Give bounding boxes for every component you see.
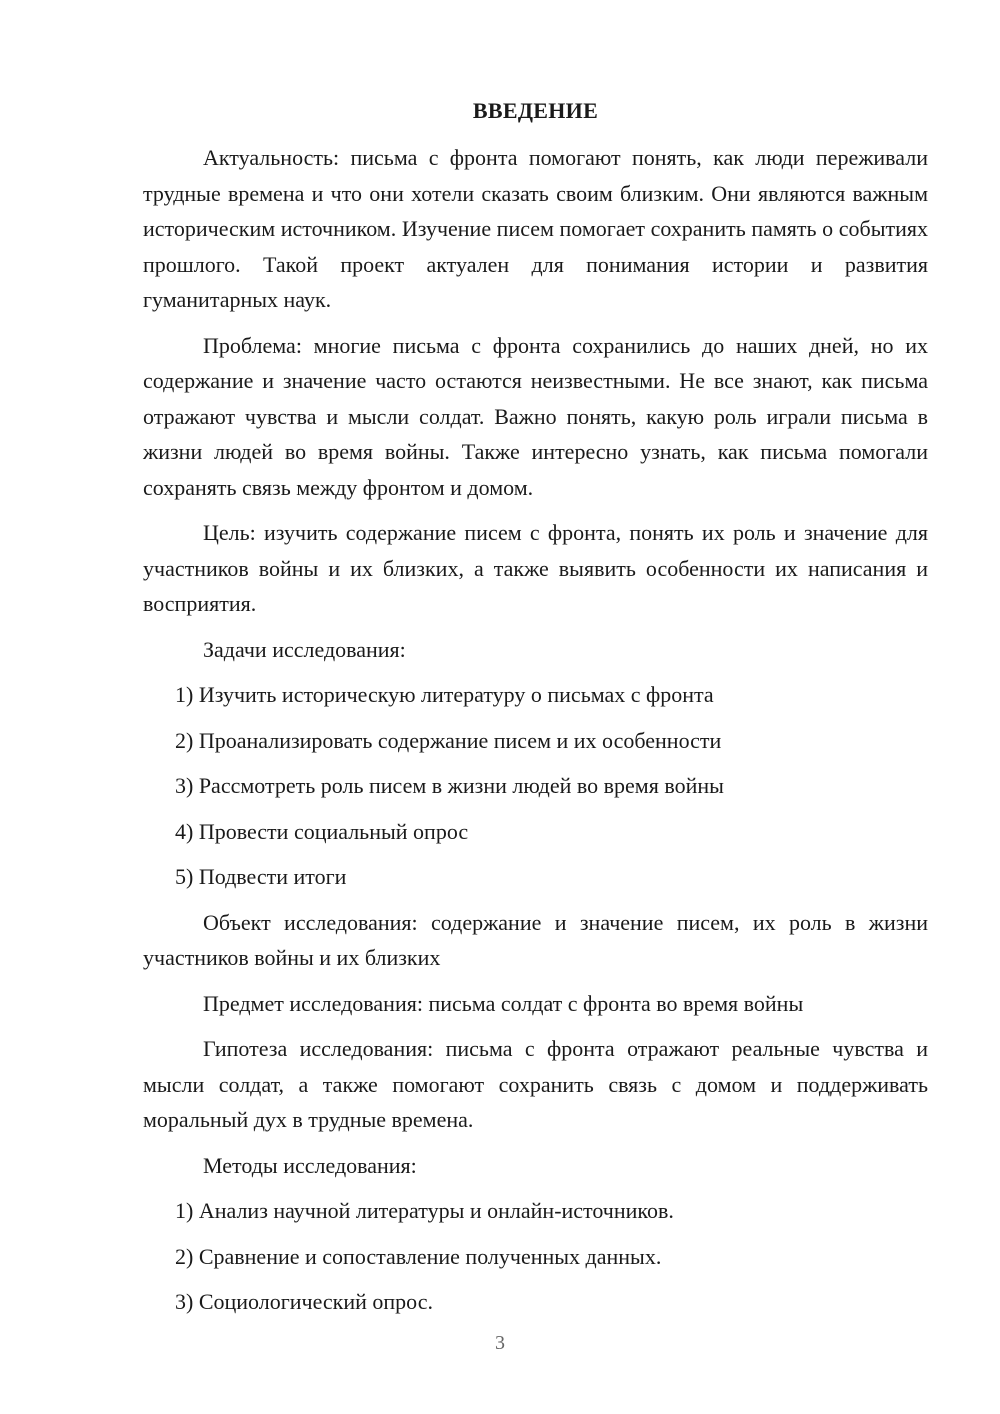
problem-paragraph: Проблема: многие письма с фронта сохранились до наших дней, но их содержание и значение часто остаются неизвестными. Не все знают, как письма отражают чувства и мысли солдат. Важно понять, какую роль играли письма в жизни людей во время войны. Также интересно узнать, как письма помогали сохранять связь между фронтом и домом. xyxy=(143,332,928,500)
list-item: 3) Социологический опрос. xyxy=(175,1289,433,1314)
list-item: 4) Провести социальный опрос xyxy=(175,818,469,844)
methods-heading: Методы исследования: xyxy=(203,1152,417,1178)
relevance-paragraph: Актуальность: письма с фронта помогают понять, как люди переживали трудные времена и что они хотели сказать своим близким. Они являются важным историческим источником. Изучение писем помогает сохранить память о событиях прошлого. Такой проект актуален для понимания истории и развития гуманитарных наук. xyxy=(143,145,928,312)
subject-paragraph: Предмет исследования: письма солдат с фронта во время войны xyxy=(203,990,804,1016)
hypothesis-paragraph: Гипотеза исследования: письма с фронта отражают реальные чувства и мысли солдат, а также помогают сохранить связь с домом и поддерживать моральный дух в трудные времена. xyxy=(143,1036,928,1132)
page-title: ВВЕДЕНИЕ xyxy=(472,98,599,123)
list-item: 2) Сравнение и сопоставление полученных данных. xyxy=(175,1243,662,1269)
object-paragraph: Объект исследования: содержание и значение писем, их роль в жизни участников войны и их близких xyxy=(143,909,928,970)
goal-paragraph: Цель: изучить содержание писем с фронта, понять их роль и значение для участников войны и их близких, а также выявить особенности их написания и восприятия. xyxy=(143,520,928,616)
page-number: 3 xyxy=(495,1332,505,1354)
methods-list xyxy=(143,1193,928,1320)
list-item: 1) Изучить историческую литературу о письмах с фронта xyxy=(175,682,714,707)
list-item: 2) Проанализировать содержание писем и их особенности xyxy=(175,727,722,753)
document-page xyxy=(143,96,928,1330)
list-item: 1) Анализ научной литературы и онлайн-источников. xyxy=(175,1198,674,1223)
list-item: 3) Рассмотреть роль писем в жизни людей во время войны xyxy=(175,773,724,798)
list-item: 5) Подвести итоги xyxy=(175,864,347,889)
tasks-heading: Задачи исследования: xyxy=(203,636,406,662)
tasks-list xyxy=(143,677,928,895)
